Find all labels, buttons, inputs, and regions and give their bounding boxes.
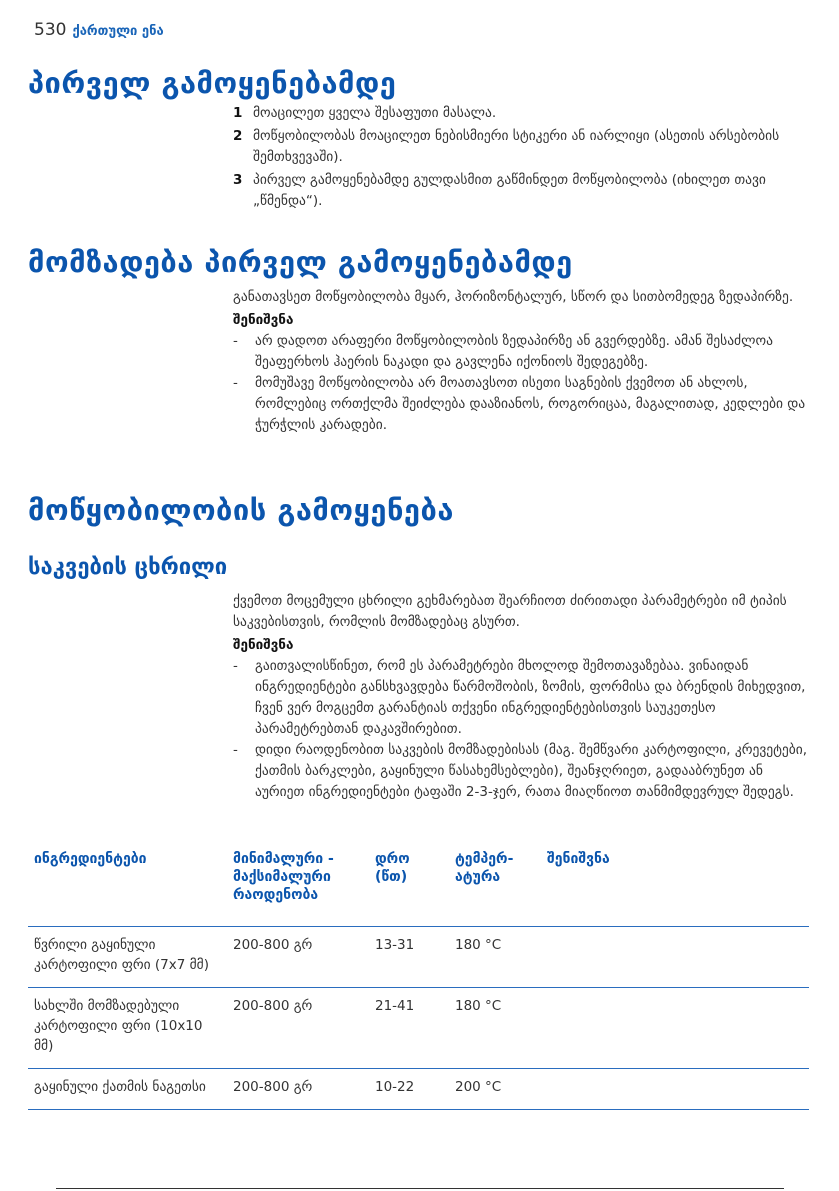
note-text: მომუშავე მოწყობილობა არ მოათავსოთ ისეთი საგნების ქვემოთ ან ახლოს, რომლებიც ორთქლმა შეიძლება დააზიანოს, როგორიცაა, მაგალითად, კედლები და ჭურჭლის კარადები. <box>255 375 806 433</box>
subsection-title-food-table: საკვების ცხრილი <box>28 555 228 580</box>
food-table <box>28 850 809 1110</box>
list-item <box>233 103 808 124</box>
note-text: გაითვალისწინეთ, რომ ეს პარამეტრები მხოლოდ შემოთავაზებაა. ვინაიდან ინგრედიენტები განსხვავდება წარმოშობის, ზომის, ფორმისა და ბრენდის მიხედვით, ჩვენ ვერ მოგცემთ გარანტიას თქვენი ინგრედიენტებისთვის საუკეთესო პარამეტრებთან დაკავშირებით. <box>255 658 806 737</box>
cell-time: 10-22 <box>369 1069 449 1110</box>
dash-bullet: - <box>233 333 238 349</box>
food-table-block <box>233 591 808 803</box>
page-header <box>34 20 164 40</box>
step-number: 2 <box>233 128 243 144</box>
page-language: ქართული ენა <box>72 24 164 39</box>
section-title-using: მოწყობილობის გამოყენება <box>28 493 454 527</box>
note-text: დიდი რაოდენობით საკვების მომზადებისას (მაგ. შემწვარი კარტოფილი, კრევეტები, ქათმის ბარკლები, გაყინული წასახემსებლები), შეანჯღრიეთ, გადააბრუნეთ ან აურიეთ ინგრედიენტები ტაფაში 2-3-ჯერ, რათა მიაღწიოთ თანმიმდევრულ შედეგს. <box>255 742 808 800</box>
footer-divider <box>56 1188 784 1189</box>
cell-note <box>541 1069 809 1110</box>
first-use-steps <box>233 103 808 214</box>
cell-amount: 200-800 გრ <box>227 1069 369 1110</box>
note-title: შენიშვნა <box>233 312 294 328</box>
column-header-time: დრო (წთ) <box>369 850 449 927</box>
step-text: მოწყობილობას მოაცილეთ ნებისმიერი სტიკერი ან იარლიყი (ასეთის არსებობის შემთხვევაში). <box>253 128 780 165</box>
cell-time: 21-41 <box>369 988 449 1069</box>
cell-temperature: 200 °C <box>449 1069 541 1110</box>
column-header-amount: მინიმალური - მაქსიმალური რაოდენობა <box>227 850 369 927</box>
dash-bullet: - <box>233 742 238 758</box>
dash-bullet: - <box>233 658 238 674</box>
table-row <box>28 927 809 988</box>
cell-temperature: 180 °C <box>449 927 541 988</box>
cell-ingredient: სახლში მომზადებული კარტოფილი ფრი (10x10 მმ) <box>28 988 227 1069</box>
step-text: პირველ გამოყენებამდე გულდასმით გაწმინდეთ მოწყობილობა (იხილეთ თავი „წმენდა“). <box>253 172 766 209</box>
cell-ingredient: წვრილი გაყინული კარტოფილი ფრი (7x7 მმ) <box>28 927 227 988</box>
step-text: მოაცილეთ ყველა შესაფუთი მასალა. <box>253 105 497 121</box>
table-row <box>28 988 809 1069</box>
dash-bullet: - <box>233 375 238 391</box>
list-item <box>233 170 808 212</box>
cell-amount: 200-800 გრ <box>227 988 369 1069</box>
cell-temperature: 180 °C <box>449 988 541 1069</box>
step-number: 3 <box>233 172 243 188</box>
list-item <box>233 126 808 168</box>
section-title-preparation: მომზადება პირველ გამოყენებამდე <box>28 245 573 279</box>
note-text: არ დადოთ არაფერი მოწყობილობის ზედაპირზე ან გვერდებზე. ამან შესაძლოა შეაფერხოს ჰაერის ნაკადი და გავლენა იქონიოს შედეგებზე. <box>255 333 773 370</box>
list-item <box>233 373 808 436</box>
column-header-note: შენიშვნა <box>541 850 809 927</box>
section-title-before-first-use: პირველ გამოყენებამდე <box>28 66 397 100</box>
table-header-row <box>28 850 809 927</box>
preparation-block <box>233 287 808 436</box>
column-header-ingredients: ინგრედიენტები <box>28 850 227 927</box>
list-item <box>233 740 808 803</box>
step-number: 1 <box>233 105 243 121</box>
note-title: შენიშვნა <box>233 637 294 653</box>
page-number: 530 <box>34 20 67 40</box>
cell-ingredient: გაყინული ქათმის ნაგეთსი <box>28 1069 227 1110</box>
list-item <box>233 656 808 740</box>
cell-amount: 200-800 გრ <box>227 927 369 988</box>
food-table-intro: ქვემოთ მოცემული ცხრილი გეხმარებათ შეარჩიოთ ძირითადი პარამეტრები იმ ტიპის საკვებისთვის, რომლის მომზადებაც გსურთ. <box>233 593 787 630</box>
table-row <box>28 1069 809 1110</box>
cell-note <box>541 927 809 988</box>
cell-note <box>541 988 809 1069</box>
preparation-intro: განათავსეთ მოწყობილობა მყარ, ჰორიზონტალურ, სწორ და სითბომედეგ ზედაპირზე. <box>233 289 794 305</box>
column-header-temperature: ტემპერ-ატურა <box>449 850 541 927</box>
cell-time: 13-31 <box>369 927 449 988</box>
list-item <box>233 331 808 373</box>
